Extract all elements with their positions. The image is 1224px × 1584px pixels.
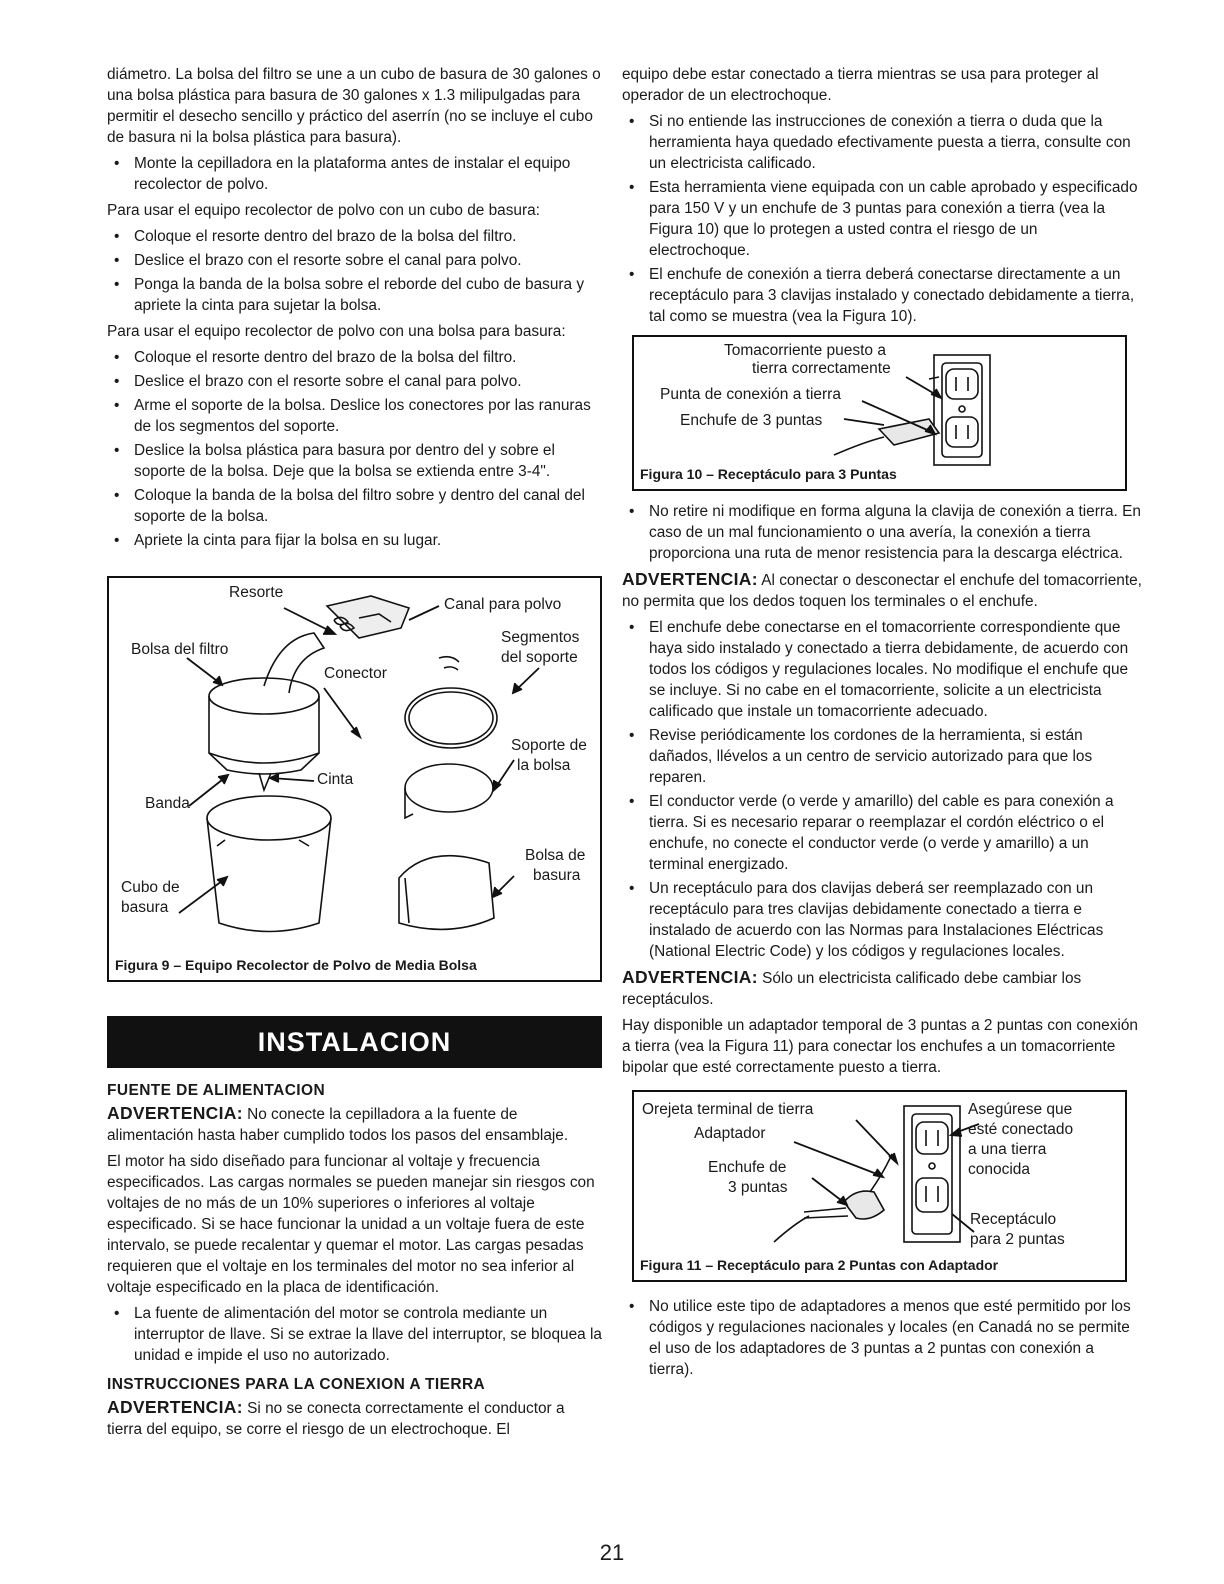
warning-label: ADVERTENCIA: (622, 569, 758, 589)
list-item: • El enchufe de conexión a tierra deberá conectarse directamente a un receptáculo para 3 clavijas instalado y conectado debidamente a tierra, tal como se muestra (vea la Figura 10). (622, 264, 1142, 327)
list-item: • Apriete la cinta para fijar la bolsa en su lugar. (107, 530, 602, 551)
label-receptaculo-1: Receptáculo (970, 1211, 1057, 1228)
left-column (107, 64, 602, 1445)
list-item: • Coloque la banda de la bolsa del filtro sobre y dentro del canal del soporte de la bolsa. (107, 485, 602, 527)
figure-caption: Figura 9 – Equipo Recolector de Polvo de Media Bolsa (115, 957, 477, 973)
section-banner: INSTALACION (107, 1016, 602, 1068)
label-asegurese-4: conocida (968, 1161, 1031, 1178)
bullet-list (622, 111, 1142, 327)
list-item: • Deslice la bolsa plástica para basura por dentro del y sobre el soporte de la bolsa. Deje que la bolsa se extienda entre 3-4". (107, 440, 602, 482)
bullet-list (107, 1303, 602, 1366)
list-item: • Si no entiende las instrucciones de conexión a tierra o duda que la herramienta haya quedado efectivamente puesta a tierra, consulte con un electricista calificado. (622, 111, 1142, 174)
warning-text: Si no se conecta correctamente el conductor a tierra del equipo, se corre el riesgo de un electrochoque. El (107, 1400, 565, 1438)
section-heading: INSTRUCCIONES PARA LA CONEXION A TIERRA (107, 1376, 486, 1393)
bullet-list (622, 617, 1142, 962)
label-resorte: Resorte (229, 584, 284, 601)
list-item: • Coloque el resorte dentro del brazo de la bolsa del filtro. (107, 347, 602, 368)
label-soporte-2: la bolsa (517, 757, 571, 774)
page-number: 21 (599, 1540, 625, 1565)
label-orejeta: Orejeta terminal de tierra (642, 1101, 814, 1118)
label-bolsa-basura-2: basura (533, 867, 581, 884)
warning-text: Sólo un electricista calificado debe cambiar los receptáculos. (622, 970, 1082, 1008)
warning-label: ADVERTENCIA: (107, 1397, 243, 1417)
label-segmentos-2: del soporte (501, 649, 578, 666)
bullet-list (107, 226, 602, 316)
label-banda: Banda (145, 795, 190, 812)
label-soporte-1: Soporte de (511, 737, 587, 754)
warning-paragraph (107, 1103, 602, 1146)
warning-label: ADVERTENCIA: (107, 1103, 243, 1123)
list-item: • Coloque el resorte dentro del brazo de la bolsa del filtro. (107, 226, 602, 247)
label-asegurese-3: a una tierra (968, 1141, 1047, 1158)
label-conector: Conector (324, 665, 387, 682)
label-bolsa-basura-1: Bolsa de (525, 847, 586, 864)
list-item: • Deslice el brazo con el resorte sobre el canal para polvo. (107, 371, 602, 392)
label-segmentos-1: Segmentos (501, 629, 580, 646)
warning-paragraph (622, 569, 1142, 612)
bullet-list (622, 501, 1142, 564)
paragraph: Para usar el equipo recolector de polvo con una bolsa para basura: (107, 323, 566, 340)
list-item: • Esta herramienta viene equipada con un cable aprobado y especificado para 150 V y un enchufe de 3 puntas para conexión a tierra (vea la Figura 10) que lo protegen a usted contra el riesgo de un electrochoque. (622, 177, 1142, 261)
list-item: • No retire ni modifique en forma alguna la clavija de conexión a tierra. En caso de un mal funcionamiento o una avería, la conexión a tierra proporciona una ruta de menor resistencia para la descarga eléctrica. (622, 501, 1142, 564)
label-enchufe-1: Enchufe de (708, 1159, 787, 1176)
figure-11 (632, 1090, 1127, 1282)
label-asegurese-2: esté conectado (968, 1121, 1074, 1138)
label-tomacorriente-1: Tomacorriente puesto a (724, 342, 886, 359)
label-enchufe-2: 3 puntas (728, 1179, 788, 1196)
warning-paragraph (622, 967, 1142, 1010)
list-item: • Un receptáculo para dos clavijas deberá ser reemplazado con un receptáculo para tres clavijas debidamente conectado a tierra e instalado de acuerdo con las Normas para Instalaciones Eléctricas (National Electric Code) y los códigos y regulaciones locales. (622, 878, 1142, 962)
right-column (622, 64, 1142, 1385)
paragraph: equipo debe estar conectado a tierra mientras se usa para proteger al operador de un electrochoque. (622, 66, 1099, 104)
paragraph: Para usar el equipo recolector de polvo con un cubo de basura: (107, 202, 540, 219)
label-tomacorriente-2: tierra correctamente (752, 360, 891, 377)
figure-caption: Figura 11 – Receptáculo para 2 Puntas con Adaptador (640, 1257, 999, 1273)
list-item: • Ponga la banda de la bolsa sobre el reborde del cubo de basura y apriete la cinta para sujetar la bolsa. (107, 274, 602, 316)
list-item: • La fuente de alimentación del motor se controla mediante un interruptor de llave. Si se extrae la llave del interruptor, se bloquea la unidad e impide el uso no autorizado. (107, 1303, 602, 1366)
list-item: • El enchufe debe conectarse en el tomacorriente correspondiente que haya sido instalado y conectado a tierra debidamente, de acuerdo con todos los códigos y regulaciones locales. No modifique el enchufe que se incluye. Si no cabe en el tomacorriente, solicite a un electricista calificado que instale un tomacorriente adecuado. (622, 617, 1142, 722)
label-enchufe: Enchufe de 3 puntas (680, 412, 823, 429)
warning-paragraph (107, 1397, 602, 1440)
label-adaptador: Adaptador (694, 1125, 766, 1142)
figure-9 (107, 576, 602, 982)
label-canal: Canal para polvo (444, 596, 562, 613)
bullet-list (107, 347, 602, 551)
label-cinta: Cinta (317, 771, 354, 788)
bullet-list (107, 153, 602, 195)
warning-text: Al conectar o desconectar el enchufe del tomacorriente, no permita que los dedos toquen los terminales o el enchufe. (622, 572, 1142, 610)
paragraph: diámetro. La bolsa del filtro se une a un cubo de basura de 30 galones o una bolsa plástica para basura de 30 galones x 1.3 milipulgadas para permitir el desecho sencillo y práctico del aserrín (no se incluye el cubo de basura ni la bolsa plástica para basura). (107, 66, 601, 146)
figure-10 (632, 335, 1127, 491)
paragraph: El motor ha sido diseñado para funcionar al voltaje y frecuencia especificados. Las cargas normales se pueden manejar sin riesgos con voltajes de no más de un 10% superiores o inferiores al voltaje especificado. Si se hace funcionar la unidad a un voltaje fuera de este intervalo, se puede recalentar y quemar el motor. Las cargas pesadas requieren que el voltaje en los terminales del motor no sea inferior al voltaje especificado en la placa de identificación. (107, 1153, 595, 1296)
list-item: • Deslice el brazo con el resorte sobre el canal para polvo. (107, 250, 602, 271)
warning-text: No conecte la cepilladora a la fuente de alimentación hasta haber cumplido todos los pasos del ensamblaje. (107, 1106, 569, 1144)
paragraph: Hay disponible un adaptador temporal de 3 puntas a 2 puntas con conexión a tierra (vea la Figura 11) para conectar los enchufes a un tomacorriente bipolar que esté correctamente puesto a tierra. (622, 1017, 1138, 1076)
label-receptaculo-2: para 2 puntas (970, 1231, 1065, 1248)
warning-label: ADVERTENCIA: (622, 967, 758, 987)
label-bolsa-filtro: Bolsa del filtro (131, 641, 229, 658)
figure-caption: Figura 10 – Receptáculo para 3 Puntas (640, 466, 897, 482)
label-cubo-2: basura (121, 899, 169, 916)
list-item: • Arme el soporte de la bolsa. Deslice los conectores por las ranuras de los segmentos del soporte. (107, 395, 602, 437)
list-item: • Monte la cepilladora en la plataforma antes de instalar el equipo recolector de polvo. (107, 153, 602, 195)
list-item: • El conductor verde (o verde y amarillo) del cable es para conexión a tierra. Si es necesario reparar o reemplazar el cordón eléctrico o el enchufe, no conecte el conductor verde (o verde y amarillo) a un terminal energizado. (622, 791, 1142, 875)
list-item: • No utilice este tipo de adaptadores a menos que esté permitido por los códigos y regulaciones nacionales y locales (en Canadá no se permite el uso de los adaptadores de 3 puntas a 2 puntas con conexión a tierra). (622, 1296, 1142, 1380)
label-asegurese-1: Asegúrese que (968, 1101, 1073, 1118)
bullet-list (622, 1296, 1142, 1380)
section-heading: FUENTE DE ALIMENTACION (107, 1082, 326, 1099)
label-cubo-1: Cubo de (121, 879, 180, 896)
list-item: • Revise periódicamente los cordones de la herramienta, si están dañados, llévelos a un centro de servicio autorizado para que los reparen. (622, 725, 1142, 788)
label-punta: Punta de conexión a tierra (660, 386, 841, 403)
